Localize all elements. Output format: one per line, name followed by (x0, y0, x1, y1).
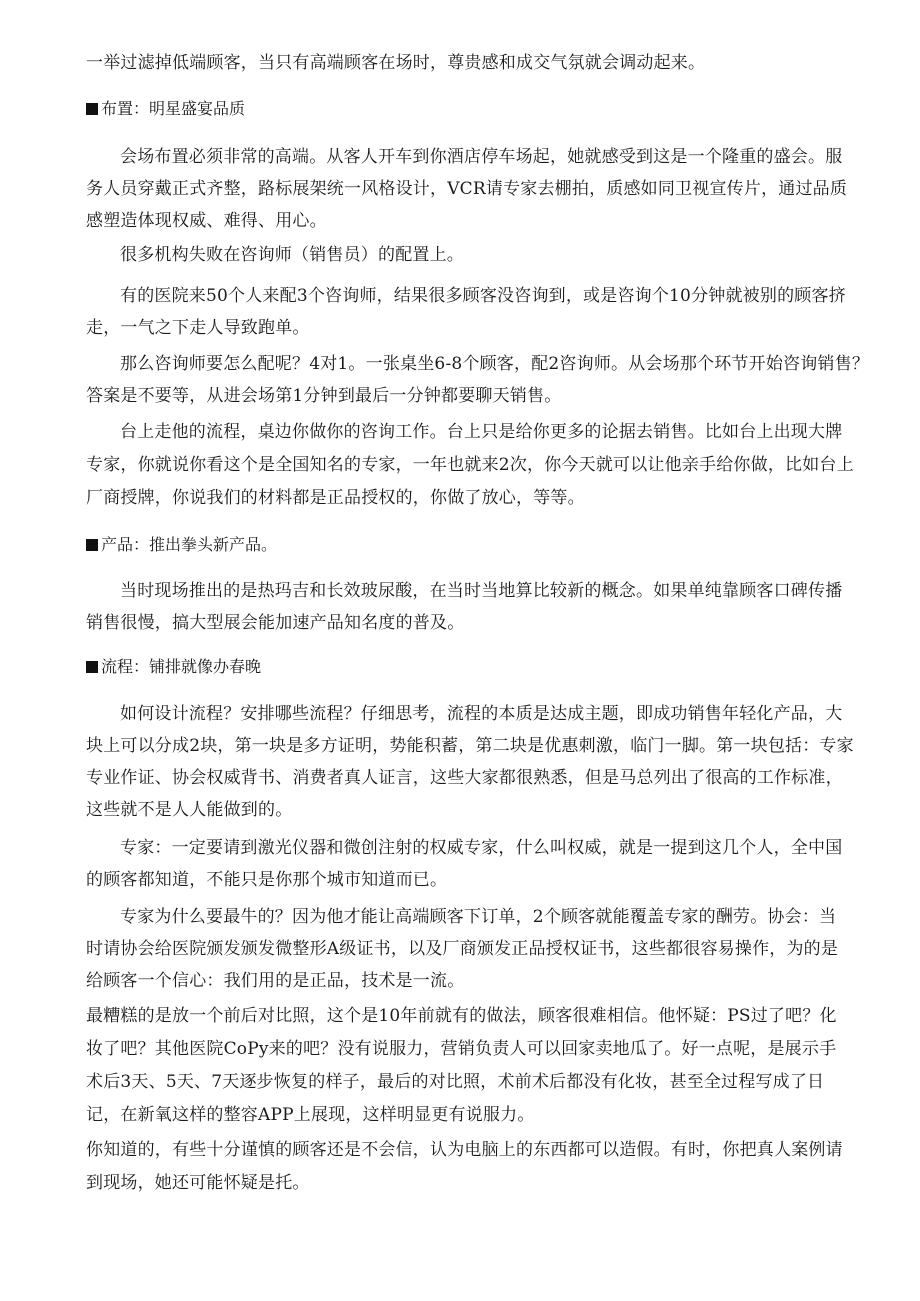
paragraph-line: 专业作证、协会权威背书、消费者真人证言，这些大家都很熟悉，但是马总列出了很高的工作标准， (86, 768, 843, 788)
paragraph-line: 最糟糕的是放一个前后对比照，这个是10年前就有的做法，顾客很难相信。他怀疑：PS过了吧？化 (86, 1006, 837, 1026)
paragraph-line: 妆了吧？其他医院CoPy来的吧？没有说服力，营销负责人可以回家卖地瓜了。好一点呢，是展示手 (86, 1039, 837, 1059)
paragraph-line: 一举过滤掉低端顾客，当只有高端顾客在场时，尊贵感和成交气氛就会调动起来。 (86, 53, 706, 73)
paragraph-line: 给顾客一个信心：我们用的是正品，技术是一流。 (86, 971, 465, 991)
paragraph-line: 销售很慢，搞大型展会能加速产品知名度的普及。 (86, 613, 465, 633)
square-bullet-icon (86, 539, 98, 551)
section-heading-text: 布置：明星盛宴品质 (101, 99, 246, 118)
paragraph-line: 会场布置必须非常的高端。从客人开车到你酒店停车场起，她就感受到这是一个隆重的盛会。服 (120, 147, 843, 167)
section-heading-layout (86, 98, 245, 120)
paragraph-line: 务人员穿戴正式齐整，路标展架统一风格设计，VCR请专家去棚拍，质感如同卫视宣传片，通过品质 (86, 179, 848, 199)
paragraph-line: 记，在新氧这样的整容APP上展现，这样明显更有说服力。 (86, 1105, 535, 1125)
square-bullet-icon (86, 661, 98, 673)
paragraph-line: 厂商授牌，你说我们的材料都是正品授权的，你做了放心，等等。 (86, 488, 585, 508)
paragraph-line: 答案是不要等，从进会场第1分钟到最后一分钟都要聊天销售。 (86, 386, 562, 406)
paragraph-line: 这些就不是人人能做到的。 (86, 800, 293, 820)
paragraph-line: 块上可以分成2块，第一块是多方证明，势能积蓄，第二块是优惠刺激，临门一脚。第一块包括：专家 (86, 736, 854, 756)
paragraph-line: 专家：一定要请到激光仪器和微创注射的权威专家，什么叫权威，就是一提到这几个人，全中国 (120, 838, 843, 858)
paragraph-line: 感塑造体现权威、难得、用心。 (86, 211, 327, 231)
paragraph-line: 走，一气之下走人导致跑单。 (86, 318, 310, 338)
paragraph-line: 如何设计流程？安排哪些流程？仔细思考，流程的本质是达成主题，即成功销售年轻化产品，大 (120, 704, 843, 724)
paragraph-line: 那么咨询师要怎么配呢？4对1。一张桌坐6-8个顾客，配2咨询师。从会场那个环节开始咨询销售？ (120, 354, 870, 374)
paragraph-line: 专家，你就说你看这个是全国知名的专家，一年也就来2次，你今天就可以让他亲手给你做，比如台上 (86, 455, 854, 475)
paragraph-line: 时请协会给医院颁发颁发微整形A级证书，以及厂商颁发正品授权证书，这些都很容易操作，为的是 (86, 939, 839, 959)
square-bullet-icon (86, 103, 98, 115)
paragraph-line: 有的医院来50个人来配3个咨询师，结果很多顾客没咨询到，或是咨询个10分钟就被别的顾客挤 (120, 286, 846, 306)
paragraph-line: 很多机构失败在咨询师（销售员）的配置上。 (120, 245, 464, 265)
section-heading-product (86, 534, 277, 556)
paragraph-line: 台上走他的流程，桌边你做你的咨询工作。台上只是给你更多的论据去销售。比如台上出现大牌 (120, 422, 843, 442)
paragraph-line: 你知道的，有些十分谨慎的顾客还是不会信，认为电脑上的东西都可以造假。有时，你把真人案例请 (86, 1140, 843, 1160)
paragraph-line: 术后3天、5天、7天逐步恢复的样子，最后的对比照，术前术后都没有化妆，甚至全过程写成了日 (86, 1072, 825, 1092)
section-heading-text: 产品：推出拳头新产品。 (101, 535, 278, 554)
section-heading-process (86, 656, 261, 678)
paragraph-line: 到现场，她还可能怀疑是托。 (86, 1173, 310, 1193)
section-heading-text: 流程：铺排就像办春晚 (101, 657, 262, 676)
paragraph-line: 专家为什么要最牛的？因为他才能让高端顾客下订单，2个顾客就能覆盖专家的酬劳。协会：当 (120, 907, 837, 927)
paragraph-line: 的顾客都知道，不能只是你那个城市知道而已。 (86, 870, 448, 890)
paragraph-line: 当时现场推出的是热玛吉和长效玻尿酸，在当时当地算比较新的概念。如果单纯靠顾客口碑传播 (120, 581, 843, 601)
